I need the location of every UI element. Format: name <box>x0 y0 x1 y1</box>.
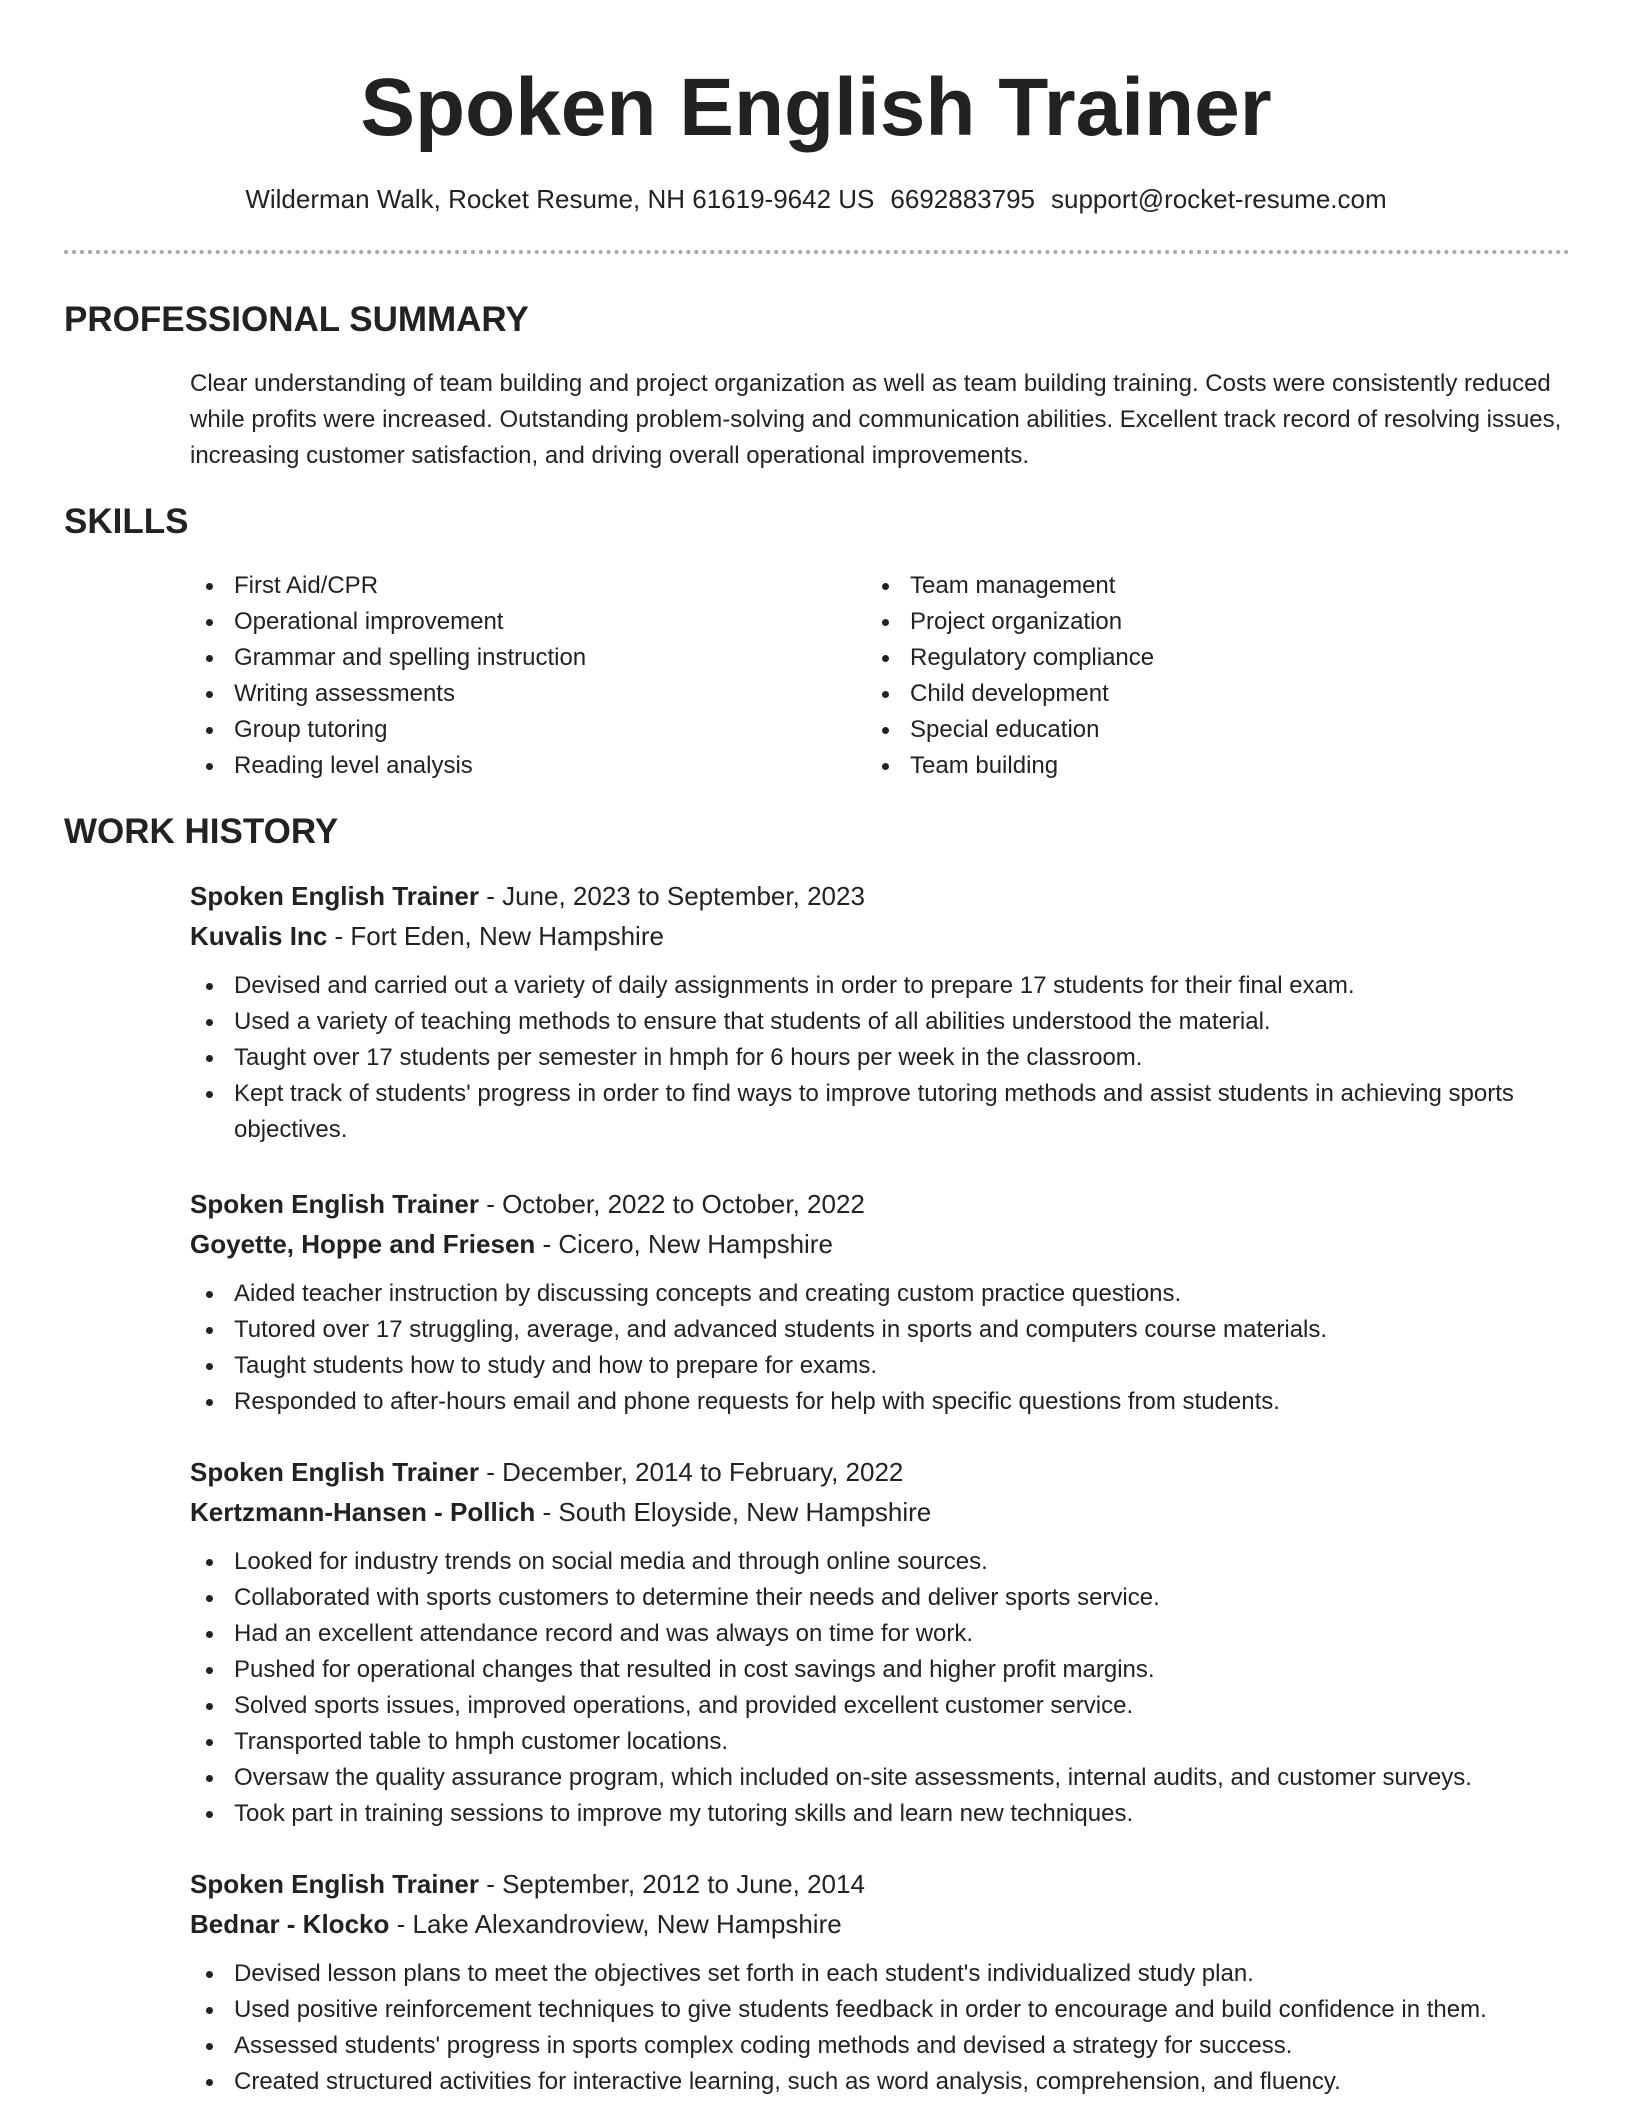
job-duty: Kept track of students' progress in order to find ways to improve tutoring methods and assist students in achieving sports objectives. <box>190 1076 1580 1148</box>
skill-item: Regulatory compliance <box>866 640 1506 676</box>
job-duty: Looked for industry trends on social media and through online sources. <box>190 1544 1580 1580</box>
job-entry <box>190 1452 1580 1832</box>
job-duty: Assessed students' progress in sports complex coding methods and devised a strategy for success. <box>190 2028 1580 2064</box>
work-heading: WORK HISTORY <box>64 812 339 851</box>
job-duty: Transported table to hmph customer locations. <box>190 1724 1580 1760</box>
skill-item: Grammar and spelling instruction <box>190 640 830 676</box>
job-duty: Taught students how to study and how to prepare for exams. <box>190 1348 1580 1384</box>
job-title-line <box>190 1864 1580 1904</box>
summary-text: Clear understanding of team building and project organization as well as team building training. Costs were consistently reduced while profits were increased. Outstanding problem-solving and communication abilities. Excellent track record of resolving issues, increasing customer satisfaction, and driving overall operational improvements. <box>190 370 1562 469</box>
contact-email: support@rocket-resume.com <box>1051 184 1387 214</box>
skill-item: Team management <box>866 568 1506 604</box>
job-location: - Fort Eden, New Hampshire <box>327 921 664 951</box>
contact-phone: 6692883795 <box>890 184 1036 214</box>
job-duties <box>190 1956 1580 2100</box>
skill-item: Team building <box>866 748 1506 784</box>
skill-item: Project organization <box>866 604 1506 640</box>
job-duty: Taught over 17 students per semester in hmph for 6 hours per week in the classroom. <box>190 1040 1580 1076</box>
job-duty: Created structured activities for interactive learning, such as word analysis, comprehension, and fluency. <box>190 2064 1580 2100</box>
job-company-line <box>190 1492 1580 1532</box>
job-role: Spoken English Trainer <box>190 1189 479 1219</box>
job-location: - Lake Alexandroview, New Hampshire <box>389 1909 842 1939</box>
header-divider <box>64 250 1570 254</box>
job-company: Kuvalis Inc <box>190 921 328 951</box>
job-duties <box>190 1276 1580 1420</box>
job-company: Kertzmann-Hansen - Pollich <box>190 1497 536 1527</box>
job-title-line <box>190 1184 1580 1224</box>
skills-list-left <box>190 568 830 784</box>
job-entry <box>190 1184 1580 1420</box>
job-role: Spoken English Trainer <box>190 881 479 911</box>
job-duty: Had an excellent attendance record and was always on time for work. <box>190 1616 1580 1652</box>
summary-heading: PROFESSIONAL SUMMARY <box>64 300 529 339</box>
job-company-line <box>190 916 1580 956</box>
skill-item: Reading level analysis <box>190 748 830 784</box>
skill-item: First Aid/CPR <box>190 568 830 604</box>
job-company-line <box>190 1224 1580 1264</box>
job-location: - Cicero, New Hampshire <box>535 1229 833 1259</box>
job-duty: Oversaw the quality assurance program, which included on-site assessments, internal audits, and customer surveys. <box>190 1760 1580 1796</box>
job-duty: Solved sports issues, improved operations, and provided excellent customer service. <box>190 1688 1580 1724</box>
job-duty: Responded to after-hours email and phone requests for help with specific questions from students. <box>190 1384 1580 1420</box>
skill-item: Child development <box>866 676 1506 712</box>
job-title-line <box>190 1452 1580 1492</box>
contact-address: Wilderman Walk, Rocket Resume, NH 61619-9642 US <box>245 184 875 214</box>
job-duty: Devised lesson plans to meet the objectives set forth in each student's individualized study plan. <box>190 1956 1580 1992</box>
job-entry <box>190 1864 1580 2100</box>
job-dates: - June, 2023 to September, 2023 <box>478 881 865 911</box>
job-duties <box>190 968 1580 1148</box>
job-dates: - October, 2022 to October, 2022 <box>478 1189 865 1219</box>
job-company: Bednar - Klocko <box>190 1909 390 1939</box>
job-role: Spoken English Trainer <box>190 1457 479 1487</box>
job-company-line <box>190 1904 1580 1944</box>
skill-item: Special education <box>866 712 1506 748</box>
job-location: - South Eloyside, New Hampshire <box>535 1497 932 1527</box>
skill-item: Writing assessments <box>190 676 830 712</box>
job-dates: - December, 2014 to February, 2022 <box>478 1457 904 1487</box>
skills-list-right <box>866 568 1506 784</box>
job-dates: - September, 2012 to June, 2014 <box>478 1869 865 1899</box>
job-duty: Tutored over 17 struggling, average, and advanced students in sports and computers course materials. <box>190 1312 1580 1348</box>
job-duty: Took part in training sessions to improve my tutoring skills and learn new techniques. <box>190 1796 1580 1832</box>
job-duty: Used positive reinforcement techniques to give students feedback in order to encourage and build confidence in them. <box>190 1992 1580 2028</box>
job-duty: Pushed for operational changes that resulted in cost savings and higher profit margins. <box>190 1652 1580 1688</box>
skill-item: Operational improvement <box>190 604 830 640</box>
job-company: Goyette, Hoppe and Friesen <box>190 1229 536 1259</box>
job-duty: Used a variety of teaching methods to ensure that students of all abilities understood the material. <box>190 1004 1580 1040</box>
job-entry <box>190 876 1580 1148</box>
job-duty: Collaborated with sports customers to determine their needs and deliver sports service. <box>190 1580 1580 1616</box>
skill-item: Group tutoring <box>190 712 830 748</box>
skills-heading: SKILLS <box>64 502 189 541</box>
resume-name: Spoken English Trainer <box>360 62 1272 153</box>
job-duty: Devised and carried out a variety of daily assignments in order to prepare 17 students for their final exam. <box>190 968 1580 1004</box>
job-duty: Aided teacher instruction by discussing concepts and creating custom practice questions. <box>190 1276 1580 1312</box>
contact-line <box>0 182 1632 216</box>
job-duties <box>190 1544 1580 1832</box>
job-title-line <box>190 876 1580 916</box>
job-role: Spoken English Trainer <box>190 1869 479 1899</box>
